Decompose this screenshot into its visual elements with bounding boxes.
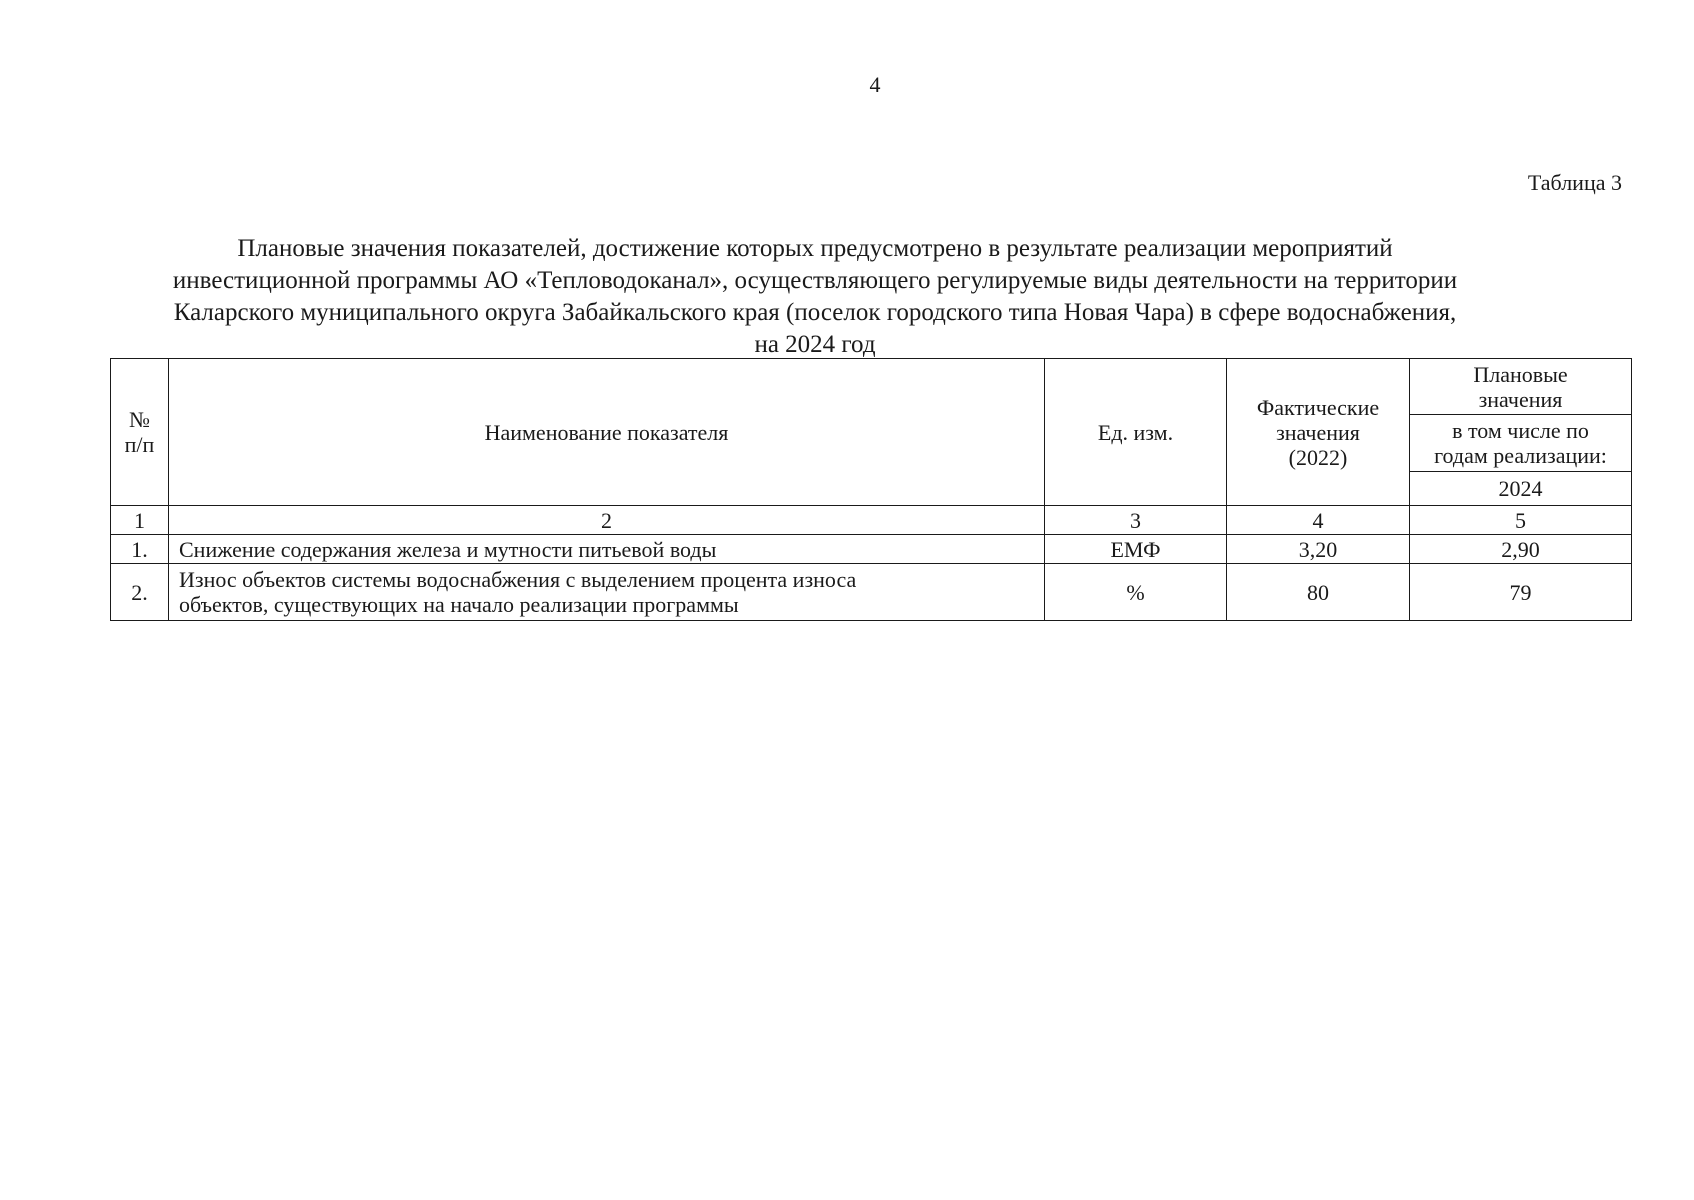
row-actual-value: 3,20 (1227, 535, 1410, 564)
header-planned-line: значения (1478, 386, 1563, 412)
header-by-years (1410, 415, 1632, 472)
row-planned-value: 2,90 (1410, 535, 1632, 564)
header-number (111, 359, 169, 506)
row-indicator-name: Снижение содержания железа и мутности питьевой воды (169, 535, 1045, 564)
table-row (111, 564, 1632, 621)
column-number: 1 (111, 506, 169, 535)
row-indicator-name-line: Износ объектов системы водоснабжения с выделением процента износа (179, 567, 857, 592)
row-indicator-name (169, 564, 1045, 621)
title-line: Каларского муниципального округа Забайкальского края (поселок городского типа Новая Чара) в сфере водоснабжения, (173, 299, 1457, 326)
header-year: 2024 (1410, 472, 1632, 506)
header-number-line: п/п (124, 432, 155, 457)
row-indicator-name-line: объектов, существующих на начало реализации программы (179, 592, 739, 617)
header-indicator-name: Наименование показателя (169, 359, 1045, 506)
header-actual-line: (2022) (1288, 444, 1348, 470)
row-unit: ЕМФ (1045, 535, 1227, 564)
column-number: 3 (1045, 506, 1227, 535)
header-number-line: № (129, 407, 150, 432)
header-by-years-line: в том числе по (1452, 418, 1589, 443)
header-actual-values (1227, 359, 1410, 506)
header-unit: Ед. изм. (1045, 359, 1227, 506)
table-label: Таблица 3 (1527, 170, 1622, 195)
row-actual-value: 80 (1227, 564, 1410, 621)
header-by-years-line: годам реализации: (1434, 443, 1607, 468)
title-line: на 2024 год (754, 331, 876, 358)
title-line: инвестиционной программы АО «Тепловодоканал», осуществляющего регулируемые виды деятельности на территории (172, 267, 1458, 294)
header-planned-line: Плановые (1473, 361, 1568, 387)
header-actual-line: значения (1276, 419, 1360, 445)
row-unit: % (1045, 564, 1227, 621)
row-number: 1. (111, 535, 169, 564)
column-number: 4 (1227, 506, 1410, 535)
header-actual-line: Фактические (1256, 394, 1380, 420)
page-number: 4 (869, 72, 881, 97)
header-planned-values (1410, 359, 1632, 415)
column-number: 2 (169, 506, 1045, 535)
column-number: 5 (1410, 506, 1632, 535)
row-number: 2. (111, 564, 169, 621)
document-title (120, 233, 1510, 361)
title-line: Плановые значения показателей, достижение которых предусмотрено в результате реализации мероприятий (237, 235, 1393, 262)
row-planned-value: 79 (1410, 564, 1632, 621)
indicators-table (110, 358, 1632, 621)
table-row (111, 535, 1632, 564)
